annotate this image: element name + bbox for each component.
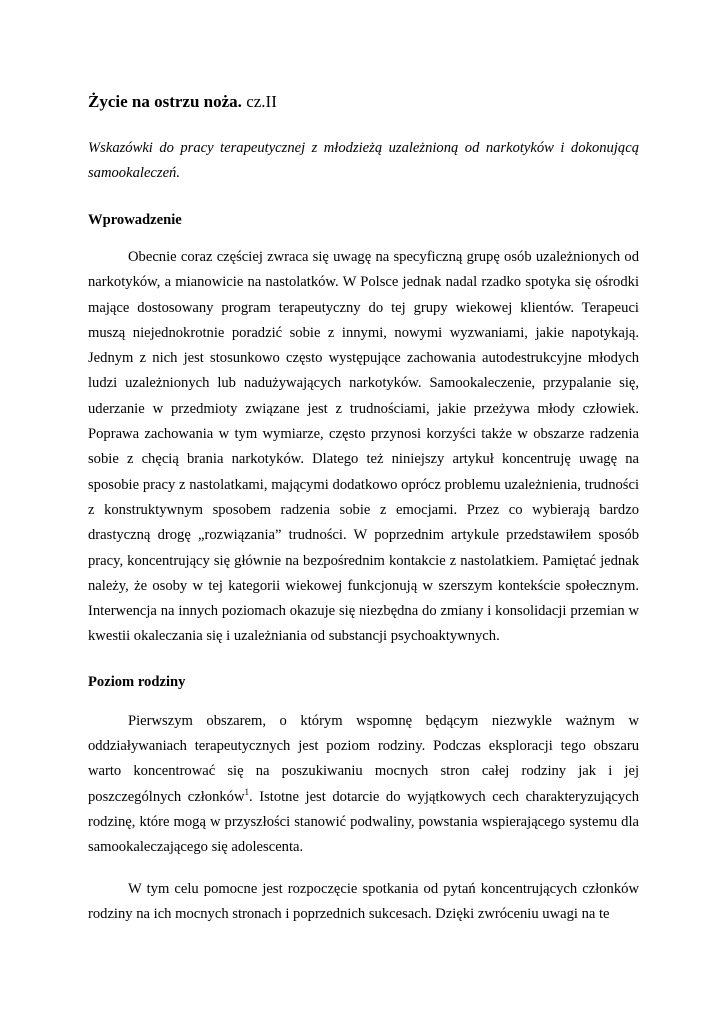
document-title xyxy=(88,90,639,114)
introduction-paragraph: Obecnie coraz częściej zwraca się uwagę na specyficzną grupę osób uzależnionych od narkotyków, a mianowicie na nastolatków. W Polsce jednak nadal rzadko spotyka się ośrodki mające dostosowany program terapeutyczny do tej grupy wiekowej klientów. Terapeuci muszą niejednokrotnie poradzić sobie z innymi, nowymi wyzwaniami, jakie napotykają. Jednym z nich jest stosunkowo często występujące zachowania autodestrukcyjne młodych ludzi uzależnionych lub nadużywających narkotyków. Samookaleczenie, przypalanie się, uderzanie w przedmioty związane jest z trudnościami, jakie przeżywa młody człowiek. Poprawa zachowania w tym wymiarze, często przynosi korzyści także w obszarze radzenia sobie z chęcią brania narkotyków. Dlatego też niniejszy artykuł koncentruję uwagę na sposobie pracy z nastolatkami, mającymi dodatkowo oprócz problemu uzależnienia, trudności z konstruktywnym sposobem radzenia sobie z emocjami. Przez co wybierają bardzo drastyczną drogę „rozwiązania” trudności. W poprzednim artykule przedstawiłem sposób pracy, koncentrujący się głównie na bezpośrednim kontakcie z nastolatkiem. Pamiętać jednak należy, że osoby w tej kategorii wiekowej funkcjonują w szerszym kontekście społecznym. Interwencja na innych poziomach okazuje się niezbędna do zmiany i konsolidacji przemian w kwestii okaleczania się i uzależniania od substancji psychoaktywnych. xyxy=(88,249,639,645)
section-heading-family: Poziom rodziny xyxy=(88,673,186,690)
family-paragraph-1-text: Pierwszym obszarem, o którym wspomnę będącym niezwykle ważnym w oddziaływaniach terapeutycznych jest poziom rodziny. Podczas eksploracji tego obszaru warto koncentrować się na poszukiwaniu mocnych stron całej rodziny jak i jej poszczególnych członków xyxy=(88,712,639,805)
family-paragraph-2: W tym celu pomocne jest rozpoczęcie spotkania od pytań koncentrujących członków rodziny na ich mocnych stronach i poprzednich sukcesach. Dzięki zwróceniu uwagi na te xyxy=(88,880,639,922)
family-paragraph-1-continuation: . Istotne jest dotarcie do wyjątkowych cech charakteryzujących rodzinę, które mogą w przyszłości stanowić podwaliny, powstania wspierającego systemu dla samookaleczającego się adolescenta. xyxy=(88,788,640,856)
footnote-reference[interactable]: 1 xyxy=(244,786,250,797)
document-subtitle: Wskazówki do pracy terapeutycznej z młodzieżą uzależnioną od narkotyków i dokonującą samookaleczeń. xyxy=(88,140,639,181)
document-title-main: Życie na ostrzu noża. xyxy=(88,92,242,111)
family-paragraph-1 xyxy=(88,709,639,861)
document-page xyxy=(88,90,639,927)
section-heading-introduction: Wprowadzenie xyxy=(88,212,182,228)
document-title-part: cz.II xyxy=(241,92,277,111)
